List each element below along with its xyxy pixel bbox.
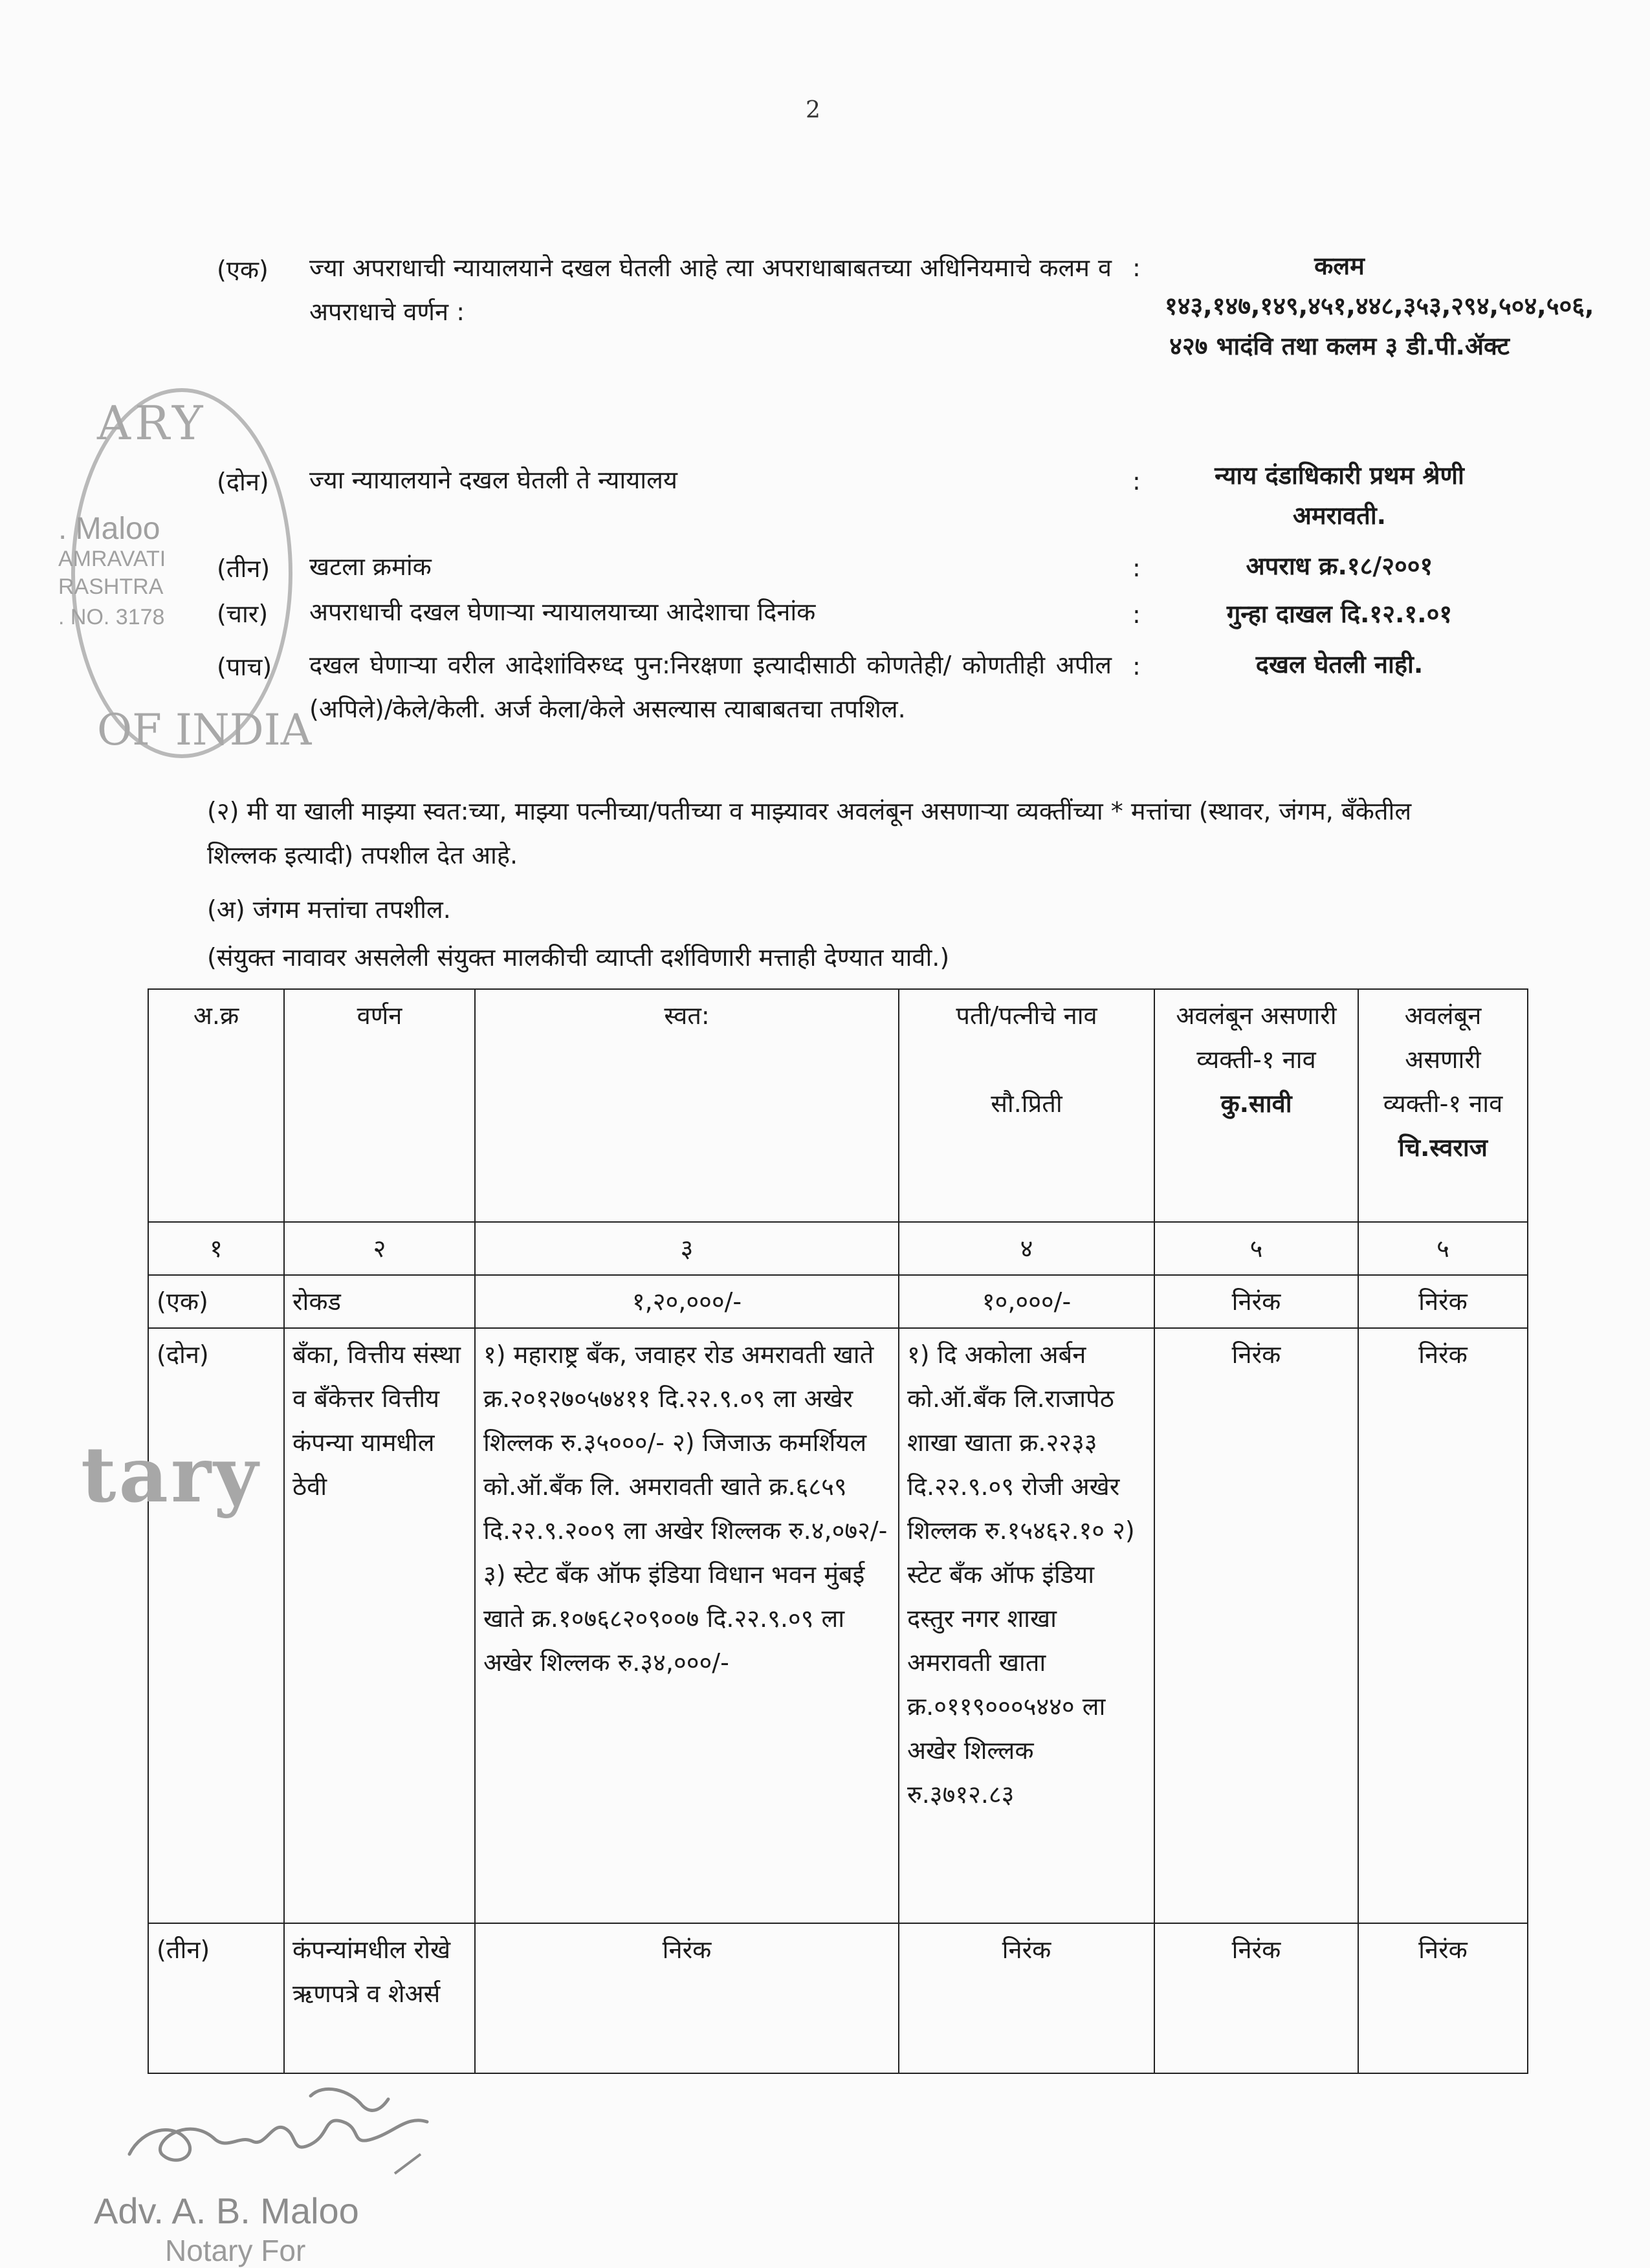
page-number: 2 — [806, 97, 820, 124]
header-sr: अ.क्र — [148, 989, 284, 1222]
header-spouse-label: पती/पत्नीचे नाव — [956, 1001, 1097, 1030]
table-row — [148, 1923, 1528, 2073]
cell-dependent-2: निरंक — [1358, 1275, 1528, 1328]
stamp-city: AMRAVATI — [58, 547, 166, 571]
row-number: (दोन) — [217, 468, 269, 496]
signature-scribble — [116, 2077, 453, 2199]
row-value: कलम १४३,१४७,१४९,४५१,४४८,३५३,२९४,५०४,५०६, ४२७ भादंवि तथा कलम ३ डी.पी.ॲक्ट — [1165, 252, 1594, 360]
table-header-row — [148, 989, 1528, 1222]
colon: : — [1132, 652, 1141, 681]
signature-subtitle: Notary For — [165, 2234, 306, 2267]
cell-self: १) महाराष्ट्र बँक, जवाहर रोड अमरावती खाते क्र.२०१२७०५७४११ दि.२२.९.०९ ला अखेर शिल्लक रु.३५०००/- २) जिजाऊ कमर्शियल को.ऑ.बँक लि. अमरावती खाते क्र.६८५९ दि.२२.९.२००९ ला अखेर शिल्लक रु.४,०७२/- ३) स्टेट बँक ऑफ इंडिया विधान भवन मुंबई खाते क्र.१०७६८२०९००७ दि.२२.९.०९ ला अखेर शिल्लक रु.३४,०००/- — [475, 1328, 899, 1923]
table-row — [148, 1328, 1528, 1923]
header-spouse-name: सौ.प्रिती — [991, 1089, 1062, 1118]
joint-assets-note: (संयुक्त नावावर असलेली संयुक्त मालकीची व्याप्ती दर्शविणारी मत्ताही देण्यात यावी.) — [207, 943, 950, 972]
row-number: (चार) — [217, 600, 269, 628]
cell-dependent-1: निरंक — [1154, 1328, 1358, 1923]
cell-dependent-1: निरंक — [1154, 1923, 1358, 2073]
stamp-name: . Maloo — [58, 512, 160, 546]
column-number: ४ — [899, 1222, 1154, 1275]
row-value: न्याय दंडाधिकारी प्रथम श्रेणी अमरावती. — [1215, 461, 1464, 530]
movable-assets-heading: (अ) जंगम मत्तांचा तपशील. — [207, 895, 451, 924]
table-row — [148, 1275, 1528, 1328]
stamp-state: RASHTRA — [58, 574, 164, 599]
stamp-bottom-text: OF INDIA — [97, 705, 312, 755]
cell-description: कंपन्यांमधील रोखे ऋणपत्रे व शेअर्स — [284, 1923, 475, 2073]
row-value: गुन्हा दाखल दि.१२.१.०१ — [1226, 600, 1453, 628]
cell-dependent-2: निरंक — [1358, 1328, 1528, 1923]
cell-self: निरंक — [475, 1923, 899, 2073]
cell-spouse: १०,०००/- — [899, 1275, 1154, 1328]
section-2-intro: (२) मी या खाली माझ्या स्वत:च्या, माझ्या पत्नीच्या/पतीच्या व माझ्यावर अवलंबून असणाऱ्या व्यक्तींच्या * मत्तांचा (स्थावर, जंगम, बँकेतील शिल्लक इत्यादी) तपशील देत आहे. — [207, 797, 1412, 869]
colon: : — [1132, 254, 1141, 282]
header-dependent-2-label: अवलंबून असणारी व्यक्ती-१ नाव — [1383, 1001, 1503, 1118]
stamp-fragment-text: tary — [81, 1430, 261, 1520]
movable-assets-table — [148, 988, 1528, 2074]
cell-dependent-2: निरंक — [1358, 1923, 1528, 2073]
colon: : — [1132, 554, 1141, 582]
header-spouse — [899, 989, 1154, 1222]
colon: : — [1132, 600, 1141, 629]
cell-sr: (एक) — [148, 1275, 284, 1328]
row-number: (पाच) — [217, 653, 272, 681]
row-text: खटला क्रमांक — [309, 552, 432, 581]
header-dependent-1-name: कु.सावी — [1220, 1089, 1292, 1118]
row-value: अपराध क्र.१८/२००१ — [1246, 552, 1433, 580]
header-description: वर्णन — [284, 989, 475, 1222]
header-dependent-1 — [1154, 989, 1358, 1222]
row-text: ज्या न्यायालयाने दखल घेतली ते न्यायालय — [309, 466, 677, 494]
column-number: ५ — [1154, 1222, 1358, 1275]
column-number-row — [148, 1222, 1528, 1275]
signature-name: Adv. A. B. Maloo — [94, 2190, 359, 2231]
header-dependent-1-label: अवलंबून असणारी व्यक्ती-१ नाव — [1176, 1001, 1337, 1074]
colon: : — [1132, 467, 1141, 496]
row-text: अपराधाची दखल घेणाऱ्या न्यायालयाच्या आदेशाचा दिनांक — [309, 598, 816, 626]
stamp-reg: . NO. 3178 — [58, 605, 165, 629]
row-number: (एक) — [217, 256, 269, 284]
cell-dependent-1: निरंक — [1154, 1275, 1358, 1328]
cell-self: १,२०,०००/- — [475, 1275, 899, 1328]
cell-spouse: १) दि अकोला अर्बन को.ऑ.बँक लि.राजापेठ शाखा खाता क्र.२२३३ दि.२२.९.०९ रोजी अखेर शिल्लक रु.१५४६२.१० २) स्टेट बँक ऑफ इंडिया दस्तुर नगर शाखा अमरावती खाता क्र.०११९०००५४४० ला अखेर शिल्लक रु.३७१२.८३ — [899, 1328, 1154, 1923]
column-number: २ — [284, 1222, 475, 1275]
row-value: दखल घेतली नाही. — [1255, 650, 1424, 679]
row-text: दखल घेणाऱ्या वरील आदेशांविरुध्द पुन:निरक्षणा इत्यादीसाठी कोणतेही/ कोणतीही अपील (अपिले)/केले/केली. अर्ज केला/केले असल्यास त्याबाबतचा तपशिल. — [309, 651, 1112, 723]
row-text: ज्या अपराधाची न्यायालयाने दखल घेतली आहे त्या अपराधाबाबतच्या अधिनियमाचे कलम व अपराधाचे वर्णन : — [309, 254, 1112, 326]
row-number: (तीन) — [217, 554, 270, 583]
cell-description: रोकड — [284, 1275, 475, 1328]
column-number: ३ — [475, 1222, 899, 1275]
header-self: स्वत: — [475, 989, 899, 1222]
stamp-top-text: ARY — [97, 396, 207, 450]
column-number: १ — [148, 1222, 284, 1275]
cell-spouse: निरंक — [899, 1923, 1154, 2073]
cell-sr: (दोन) — [148, 1328, 284, 1923]
header-dependent-2-name: चि.स्वराज — [1398, 1133, 1488, 1162]
cell-sr: (तीन) — [148, 1923, 284, 2073]
cell-description: बँका, वित्तीय संस्था व बँकेत्तर वित्तीय कंपन्या यामधील ठेवी — [284, 1328, 475, 1923]
header-dependent-2 — [1358, 989, 1528, 1222]
column-number: ५ — [1358, 1222, 1528, 1275]
